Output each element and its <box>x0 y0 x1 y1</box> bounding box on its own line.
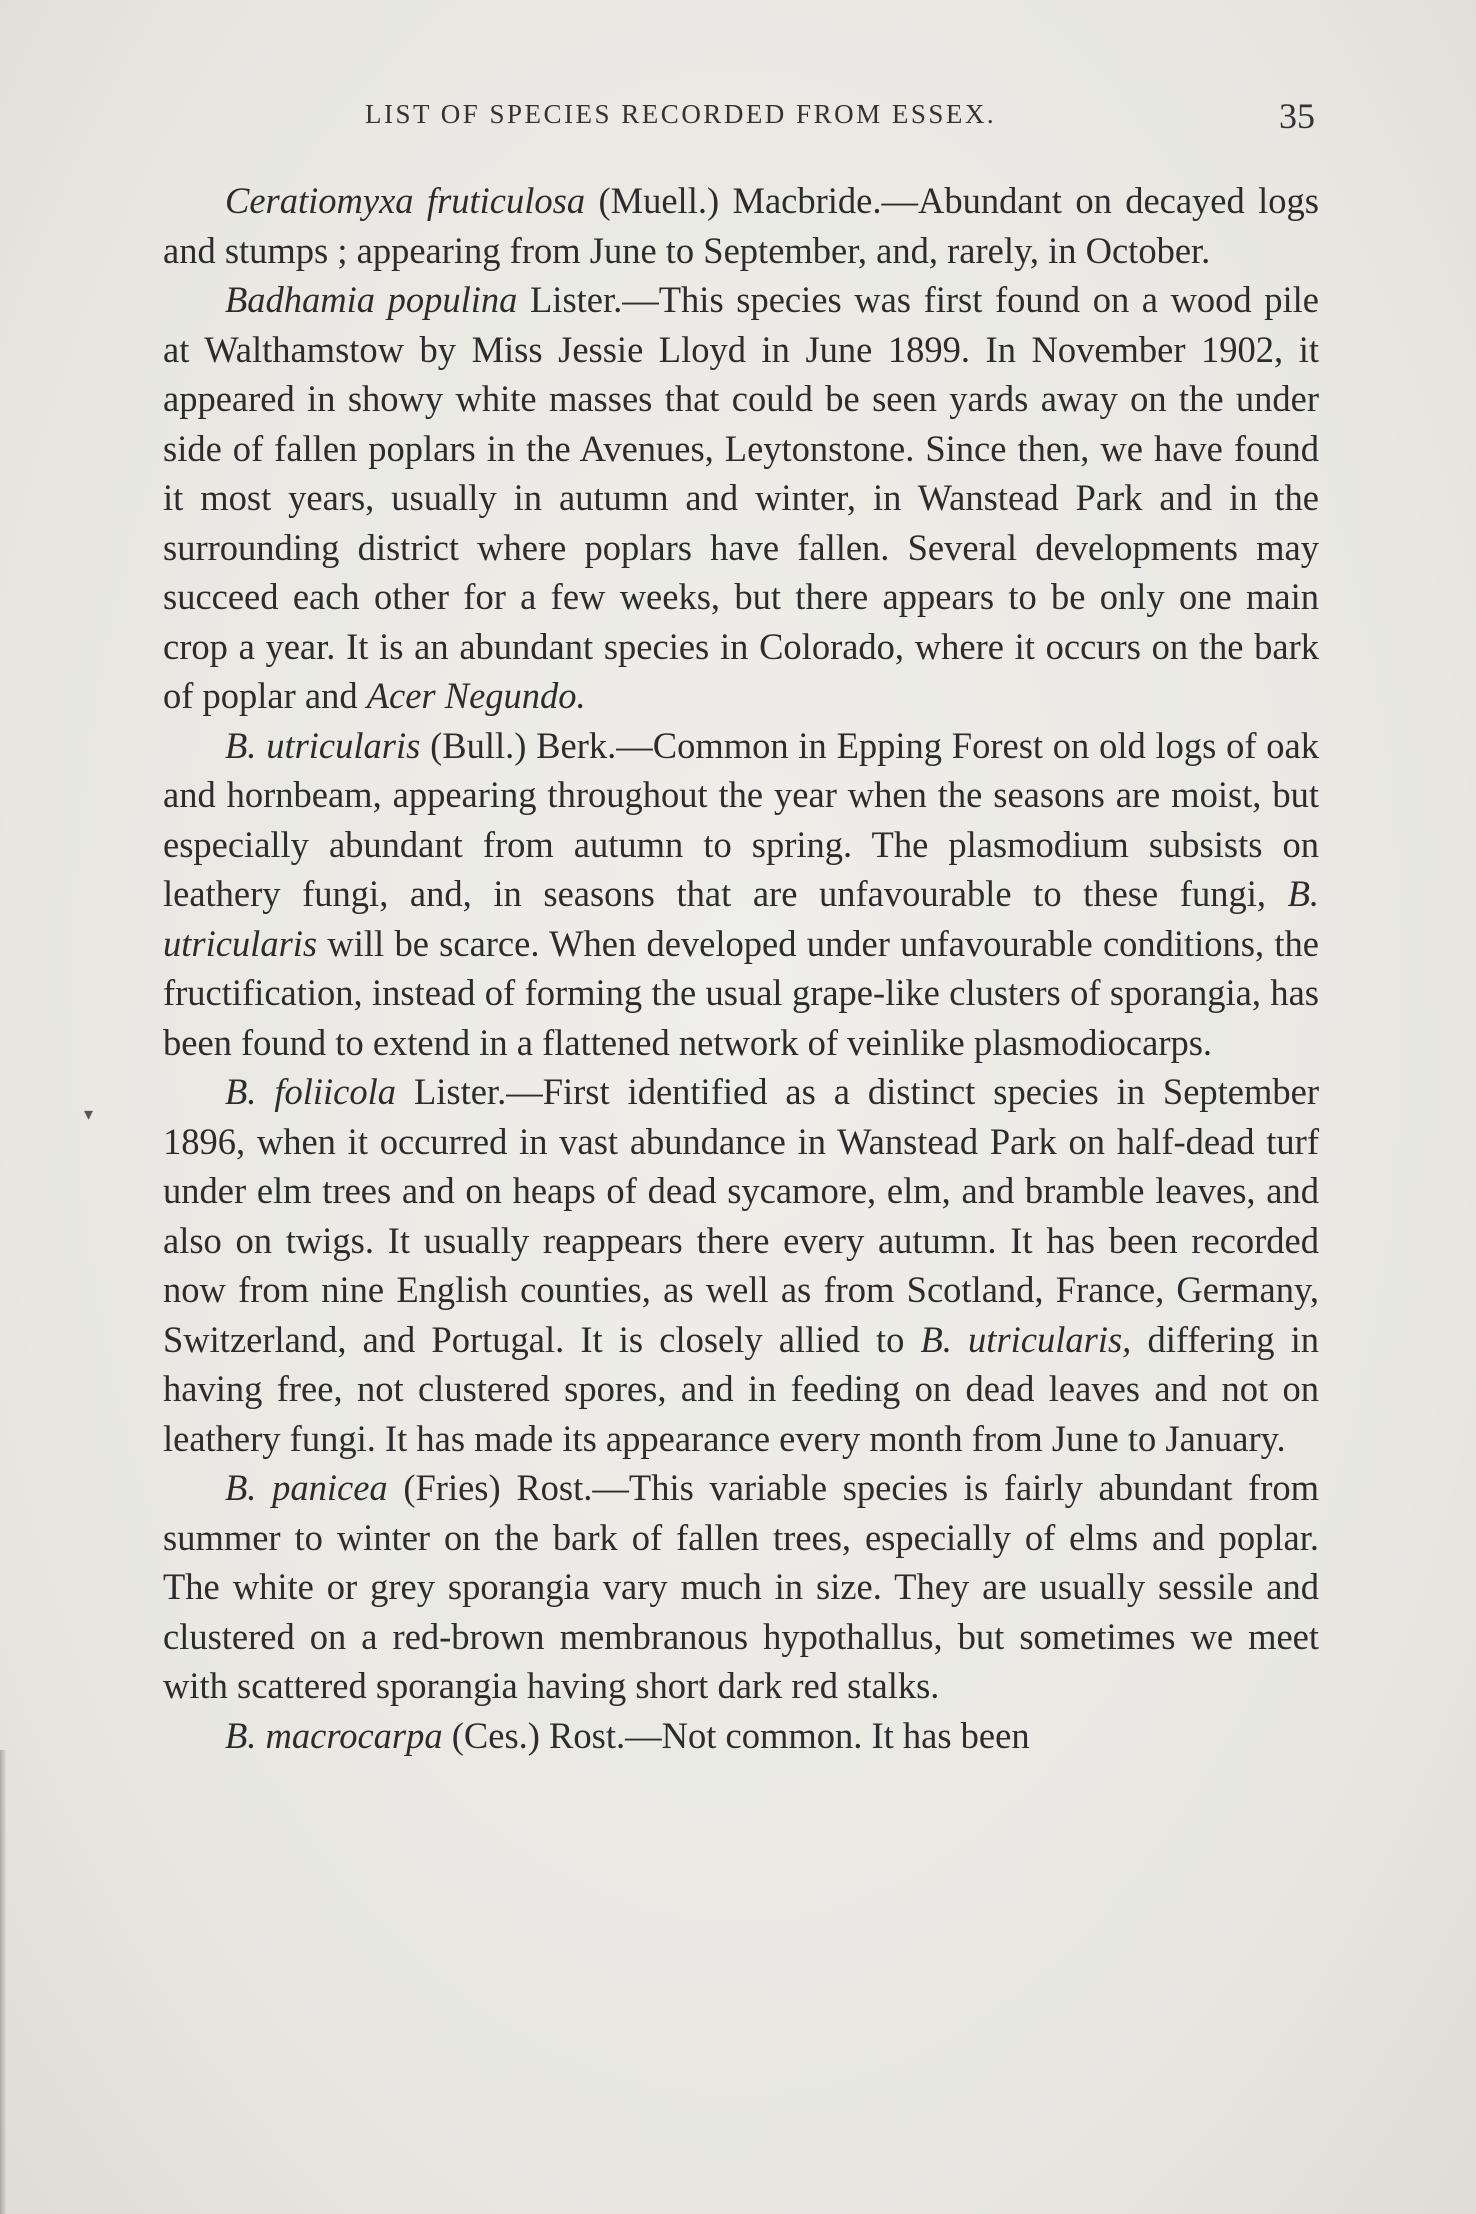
species-authority: Lister.— <box>396 1071 543 1112</box>
species-description-cont: differing in having free, not clustered spores, and in feeding on dead leaves and not on leathery fungi. It has made its appearance every month from June to January. <box>163 1318 1319 1459</box>
species-list-text <box>163 176 1319 1760</box>
species-description: Abundant on decayed logs and stumps ; appearing from June to September, and, rarely, in October. <box>163 180 1319 271</box>
species-entry-badhamia-populina <box>163 275 1319 721</box>
species-entry-b-macrocarpa <box>163 1711 1319 1761</box>
species-authority: (Ces.) Rost.— <box>442 1714 662 1756</box>
species-authority: (Bull.) Berk.— <box>420 724 653 766</box>
species-authority: (Muell.) Macbride.— <box>585 180 918 221</box>
running-head: LIST OF SPECIES RECORDED FROM ESSEX. <box>365 99 997 129</box>
page-header <box>160 95 1315 145</box>
species-description: This variable species is fairly abundant from summer to winter on the bark of fallen trees, especially of elms and poplar. The white or grey sporangia vary much in size. They are usually sessile and clustered on a red-brown membranous hypothallus, but sometimes we meet with scattered sporangia having short dark red stalks. <box>163 1467 1319 1706</box>
page-edge-shadow <box>0 1750 6 2214</box>
species-name: Badhamia populina <box>225 279 518 320</box>
species-entry-b-panicea <box>163 1463 1319 1711</box>
species-authority: Lister.— <box>517 279 659 320</box>
species-description: This species was first found on a wood pile at Walthamstow by Miss Jessie Lloyd in June 1899. In November 1902, it appeared in showy white masses that could be seen yards away on the under side of fallen poplars in the Avenues, Leytonstone. Since then, we have found it most years, usually in autumn and winter, in Wanstead Park and in the surrounding district where poplars have fallen. Several developments may succeed each other for a few weeks, but there appears to be only one main crop a year. It is an abundant species in Colorado, where it occurs on the bark of poplar and <box>163 279 1320 716</box>
species-description: First identified as a distinct species in September 1896, when it occurred in vast abundance in Wanstead Park on half-dead turf under elm trees and on heaps of dead sycamore, elm, and bramble leaves, and also on twigs. It usually reappears there every autumn. It has been recorded now from nine English counties, as well as from Scotland, France, Germany, Switzerland, and Portugal. It is closely allied to <box>163 1071 1320 1360</box>
margin-mark: ▾ <box>84 1104 94 1124</box>
species-reference: B. utricularis, <box>920 1318 1132 1360</box>
species-reference: Acer Negundo. <box>366 675 586 716</box>
page-number: 35 <box>1279 96 1315 136</box>
species-reference: B. utricularis <box>163 873 1319 964</box>
species-name: B. utricularis <box>225 724 421 766</box>
species-name: B. foliicola <box>225 1071 397 1112</box>
species-authority: (Fries) Rost.— <box>387 1467 629 1508</box>
species-name: B. panicea <box>225 1467 388 1508</box>
species-description: Not common. It has been <box>661 1714 1030 1756</box>
species-name: B. macrocarpa <box>225 1714 443 1756</box>
species-description-cont: will be scarce. When developed under unfavourable conditions, the fructification, instead of forming the usual grape-like clusters of sporangia, has been found to extend in a flattened network of veinlike plasmodiocarps. <box>163 922 1319 1063</box>
species-entry-b-utricularis <box>163 721 1319 1068</box>
species-name: Ceratiomyxa fruticulosa <box>225 180 586 221</box>
species-entry-b-foliicola <box>163 1067 1319 1463</box>
species-description: Common in Epping Forest on old logs of oak and hornbeam, appearing throughout the year when the seasons are moist, but especially abundant from autumn to spring. The plasmodium subsists on leathery fungi, and, in seasons that are unfavourable to these fungi, <box>163 724 1319 914</box>
species-entry-ceratiomyxa-fruticulosa <box>163 176 1319 275</box>
